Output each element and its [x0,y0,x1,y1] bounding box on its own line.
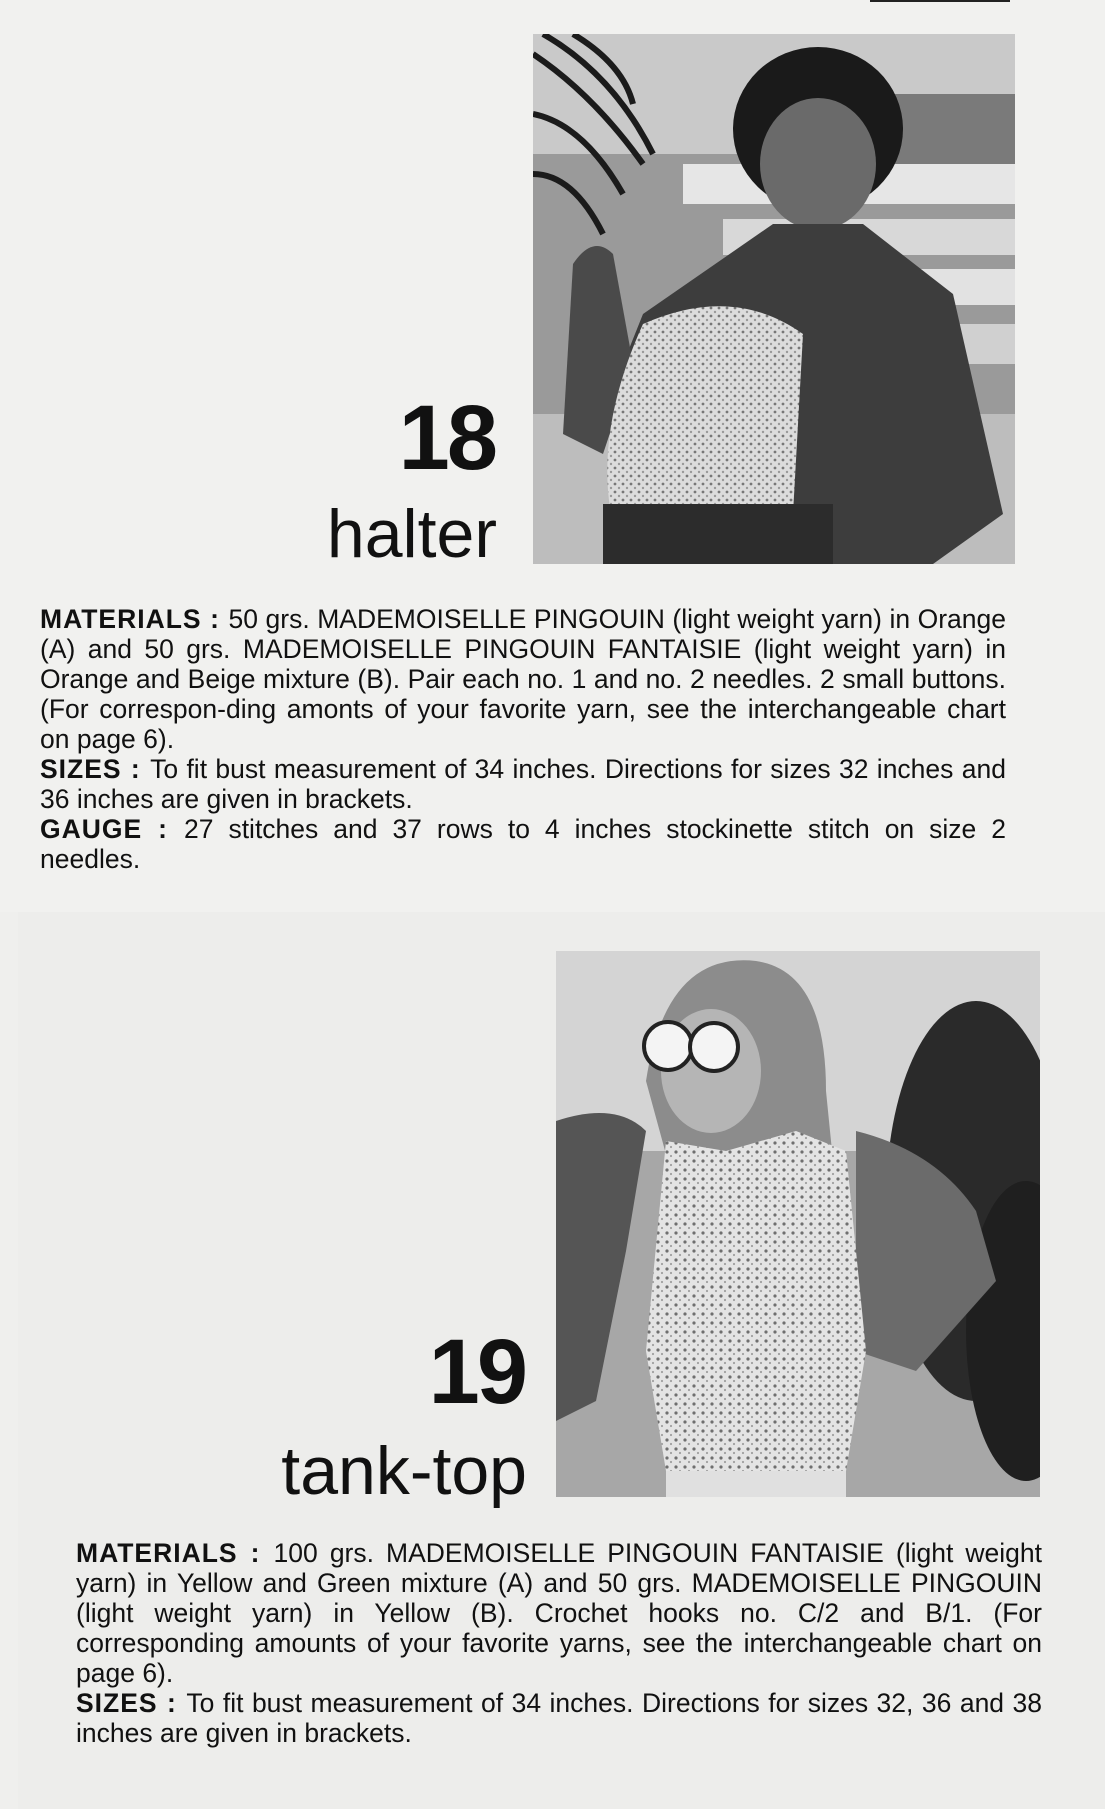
gauge-paragraph: GAUGE : 27 stitches and 37 rows to 4 inches stockinette stitch on size 2 needles. [40,814,1006,874]
sizes-label: SIZES [40,754,122,784]
sizes-paragraph: SIZES : To fit bust measurement of 34 inches. Directions for sizes 32, 36 and 38 inches are given in brackets. [76,1688,1042,1748]
gauge-text: 27 stitches and 37 rows to 4 inches stockinette stitch on size 2 needles. [40,814,1006,874]
pattern-19-number: 19 [428,1321,525,1423]
sizes-text: To fit bust measurement of 34 inches. Directions for sizes 32 inches and 36 inches are given in brackets. [40,754,1006,814]
top-rule [870,0,1010,2]
materials-paragraph: MATERIALS : 100 grs. MADEMOISELLE PINGOUIN FANTAISIE (light weight yarn) in Yellow and Green mixture (A) and 50 grs. MADEMOISELLE PINGOUIN (light weight yarn) in Yellow (B). Crochet hooks no. C/2 and B/1. (For corresponding amounts of your favorite yarns, see the interchangeable chart on page 6). [76,1538,1042,1688]
materials-text: 50 grs. MADEMOISELLE PINGOUIN (light weight yarn) in Orange (A) and 50 grs. MADEMOISELLE PINGOUIN FANTAISIE (light weight yarn) in Orange and Beige mixture (B). Pair each no. 1 and no. 2 needles. 2 small buttons. (For correspon-ding amonts of your favorite yarn, see the interchangeable chart on page 6). [40,604,1006,754]
halter-photo-icon [533,34,1015,564]
materials-label: MATERIALS [40,604,202,634]
pattern-18-number: 18 [398,387,495,489]
sizes-label: SIZES [76,1688,158,1718]
pattern-19-specs [76,1538,1042,1748]
materials-label: MATERIALS [76,1538,238,1568]
pattern-18-title: halter [326,496,497,572]
materials-text: 100 grs. MADEMOISELLE PINGOUIN FANTAISIE (light weight yarn) in Yellow and Green mixture (A) and 50 grs. MADEMOISELLE PINGOUIN (light weight yarn) in Yellow (B). Crochet hooks no. C/2 and B/1. (For corresponding amounts of your favorite yarns, see the interchangeable chart on page 6). [76,1538,1042,1688]
pattern-19-title: tank-top [281,1433,527,1509]
sizes-text: To fit bust measurement of 34 inches. Directions for sizes 32, 36 and 38 inches are given in brackets. [76,1688,1042,1748]
pattern-18-specs [40,604,1006,874]
materials-paragraph: MATERIALS : 50 grs. MADEMOISELLE PINGOUIN (light weight yarn) in Orange (A) and 50 grs. MADEMOISELLE PINGOUIN FANTAISIE (light weight yarn) in Orange and Beige mixture (B). Pair each no. 1 and no. 2 needles. 2 small buttons. (For correspon-ding amonts of your favorite yarn, see the interchangeable chart on page 6). [40,604,1006,754]
tank-top-photo [556,951,1040,1497]
sizes-paragraph: SIZES : To fit bust measurement of 34 inches. Directions for sizes 32 inches and 36 inches are given in brackets. [40,754,1006,814]
tank-top-photo-icon [556,951,1040,1497]
gauge-label: GAUGE [40,814,143,844]
halter-photo [533,34,1015,564]
